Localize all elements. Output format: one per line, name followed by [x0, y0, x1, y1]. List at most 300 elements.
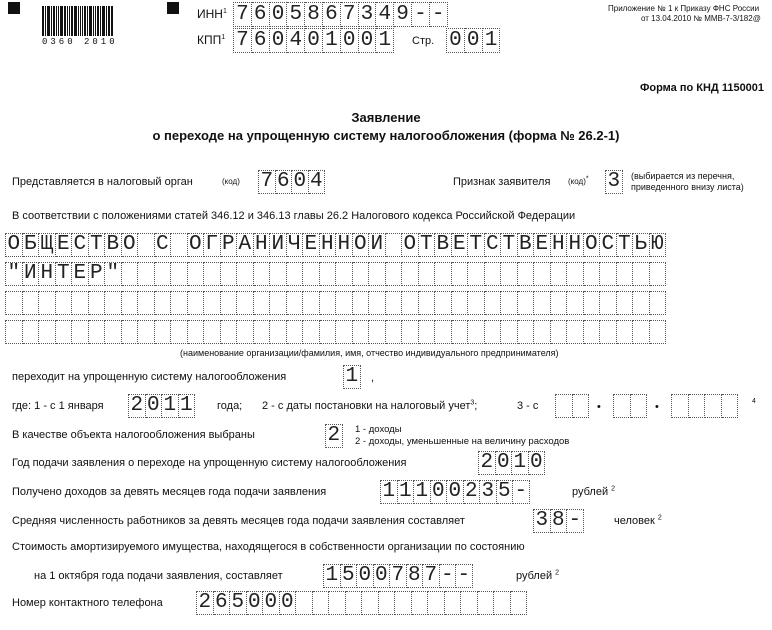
char-cell[interactable]: В — [435, 233, 452, 257]
char-cell[interactable]: 0 — [359, 28, 377, 53]
char-cell[interactable] — [452, 262, 469, 286]
property-label-line2: на 1 октября года подачи заявления, составляет — [34, 570, 283, 582]
org-name-row-4[interactable] — [5, 320, 666, 344]
char-cell[interactable] — [204, 262, 221, 286]
char-cell[interactable] — [584, 262, 601, 286]
char-cell[interactable]: О — [402, 233, 419, 257]
char-cell[interactable]: 1 — [343, 365, 361, 389]
char-cell[interactable]: 9 — [394, 2, 412, 27]
kpp-field[interactable] — [233, 28, 394, 52]
char-cell[interactable] — [237, 320, 254, 344]
char-cell[interactable]: 6 — [276, 170, 293, 194]
tax-authority-code-label: (код) — [222, 177, 240, 186]
char-cell[interactable]: Т — [419, 233, 436, 257]
char-cell[interactable] — [188, 291, 205, 315]
char-cell[interactable]: О — [188, 233, 205, 257]
char-cell[interactable]: Н — [320, 233, 337, 257]
char-cell[interactable]: 6 — [214, 591, 231, 615]
char-cell[interactable]: Е — [303, 233, 320, 257]
char-cell[interactable] — [584, 320, 601, 344]
char-cell[interactable]: - — [567, 509, 584, 533]
applicant-label: Признак заявителя — [453, 176, 551, 188]
char-cell[interactable]: Щ — [39, 233, 56, 257]
char-cell[interactable] — [23, 291, 40, 315]
char-cell[interactable] — [254, 262, 271, 286]
char-cell[interactable] — [468, 262, 485, 286]
char-cell[interactable]: 0 — [292, 170, 309, 194]
char-cell[interactable] — [534, 262, 551, 286]
char-cell[interactable] — [23, 320, 40, 344]
char-cell[interactable] — [551, 291, 568, 315]
char-cell[interactable]: 1 — [398, 480, 415, 504]
char-cell[interactable] — [329, 591, 346, 615]
char-cell[interactable]: О — [584, 233, 601, 257]
char-cell[interactable] — [89, 291, 106, 315]
char-cell[interactable]: Т — [56, 262, 73, 286]
employees-unit: человек $^2$ — [614, 514, 662, 527]
char-cell[interactable] — [138, 262, 155, 286]
char-cell[interactable]: 1 — [414, 480, 431, 504]
char-cell[interactable] — [567, 320, 584, 344]
char-cell[interactable]: 1 — [483, 28, 501, 53]
char-cell[interactable]: 0 — [374, 564, 391, 588]
char-cell[interactable]: И — [270, 233, 287, 257]
char-cell[interactable] — [518, 320, 535, 344]
char-cell[interactable]: С — [600, 233, 617, 257]
char-cell[interactable]: " — [5, 262, 23, 286]
char-cell[interactable] — [89, 320, 106, 344]
char-cell[interactable]: Р — [221, 233, 238, 257]
char-cell[interactable]: - — [430, 2, 448, 27]
char-cell[interactable] — [468, 320, 485, 344]
char-cell[interactable] — [671, 394, 689, 418]
char-cell[interactable] — [320, 262, 337, 286]
char-cell[interactable]: В — [105, 233, 122, 257]
inn-field[interactable] — [233, 2, 448, 26]
char-cell[interactable] — [452, 291, 469, 315]
char-cell[interactable] — [461, 591, 478, 615]
char-cell[interactable]: 6 — [323, 2, 341, 27]
org-name-row-2[interactable] — [5, 262, 666, 286]
char-cell[interactable]: Е — [56, 233, 73, 257]
transition-label: переходит на упрощенную систему налогообложения — [12, 371, 287, 383]
char-cell[interactable] — [313, 591, 330, 615]
application-year-label: Год подачи заявления о переходе на упрощенную систему налогообложения — [12, 457, 407, 469]
char-cell[interactable]: 0 — [446, 28, 465, 53]
char-cell[interactable]: - — [456, 564, 473, 588]
char-cell[interactable] — [501, 291, 518, 315]
char-cell[interactable]: 3 — [605, 170, 623, 194]
char-cell[interactable]: 7 — [233, 28, 252, 53]
char-cell[interactable]: О — [122, 233, 139, 257]
char-cell[interactable] — [138, 320, 155, 344]
char-cell[interactable] — [722, 394, 739, 418]
char-cell[interactable] — [379, 591, 396, 615]
char-cell[interactable] — [303, 262, 320, 286]
char-cell[interactable] — [617, 320, 634, 344]
char-cell[interactable]: 1 — [512, 451, 529, 475]
char-cell[interactable] — [296, 591, 313, 615]
char-cell[interactable]: 0 — [305, 28, 323, 53]
char-cell[interactable]: 5 — [287, 2, 305, 27]
char-cell[interactable] — [386, 262, 403, 286]
char-cell[interactable] — [138, 233, 155, 257]
org-name-row-3[interactable] — [5, 291, 666, 315]
char-cell[interactable]: Ч — [287, 233, 304, 257]
tax-object-code-field[interactable] — [325, 424, 343, 448]
char-cell[interactable]: 0 — [496, 451, 513, 475]
transition-code-field[interactable] — [343, 365, 361, 389]
char-cell[interactable]: 0 — [280, 591, 297, 615]
char-cell[interactable] — [353, 320, 370, 344]
char-cell[interactable] — [72, 291, 89, 315]
char-cell[interactable] — [485, 262, 502, 286]
char-cell[interactable] — [72, 320, 89, 344]
option3-day-field[interactable] — [555, 394, 589, 418]
char-cell[interactable] — [155, 320, 172, 344]
char-cell[interactable] — [617, 262, 634, 286]
char-cell[interactable] — [204, 291, 221, 315]
char-cell[interactable] — [386, 320, 403, 344]
char-cell[interactable] — [435, 291, 452, 315]
char-cell[interactable] — [221, 291, 238, 315]
char-cell[interactable] — [485, 320, 502, 344]
org-name-caption: (наименование организации/фамилия, имя, отчество индивидуального предпринимателя) — [180, 348, 559, 358]
char-cell[interactable] — [573, 394, 590, 418]
char-cell[interactable]: Р — [89, 262, 106, 286]
char-cell[interactable] — [237, 262, 254, 286]
char-cell[interactable] — [369, 291, 386, 315]
barcode — [42, 6, 114, 36]
char-cell[interactable] — [600, 262, 617, 286]
char-cell[interactable]: Т — [468, 233, 485, 257]
char-cell[interactable]: 6 — [252, 28, 270, 53]
char-cell[interactable] — [171, 262, 188, 286]
option3-year-field[interactable] — [671, 394, 738, 418]
char-cell[interactable]: 0 — [247, 591, 264, 615]
char-cell[interactable] — [270, 291, 287, 315]
char-cell[interactable]: 2 — [128, 394, 146, 418]
char-cell[interactable] — [689, 394, 706, 418]
char-cell[interactable]: 1 — [179, 394, 196, 418]
document-title: Заявление — [351, 110, 421, 125]
char-cell[interactable] — [254, 320, 271, 344]
employees-field[interactable] — [533, 509, 584, 533]
char-cell[interactable] — [320, 320, 337, 344]
char-cell[interactable]: - — [440, 564, 457, 588]
property-value-field[interactable] — [323, 564, 473, 588]
char-cell[interactable]: Т — [501, 233, 518, 257]
char-cell[interactable]: В — [518, 233, 535, 257]
char-cell[interactable]: 4 — [287, 28, 305, 53]
char-cell[interactable] — [188, 320, 205, 344]
char-cell[interactable] — [39, 291, 56, 315]
barcode-number: 0360 2010 — [42, 37, 118, 47]
char-cell[interactable] — [435, 262, 452, 286]
char-cell[interactable]: Ь — [633, 233, 650, 257]
char-cell[interactable]: Н — [254, 233, 271, 257]
char-cell[interactable]: 5 — [497, 480, 514, 504]
char-cell[interactable] — [617, 291, 634, 315]
option3-month-field[interactable] — [613, 394, 647, 418]
char-cell[interactable]: 0 — [357, 564, 374, 588]
char-cell[interactable] — [584, 291, 601, 315]
char-cell[interactable] — [518, 291, 535, 315]
char-cell[interactable] — [705, 394, 722, 418]
char-cell[interactable] — [402, 262, 419, 286]
char-cell[interactable] — [631, 394, 648, 418]
char-cell[interactable] — [402, 320, 419, 344]
char-cell[interactable] — [386, 291, 403, 315]
char-cell[interactable] — [633, 320, 650, 344]
char-cell[interactable]: 3 — [480, 480, 497, 504]
char-cell[interactable] — [287, 291, 304, 315]
char-cell[interactable]: 0 — [146, 394, 163, 418]
char-cell[interactable] — [171, 291, 188, 315]
char-cell[interactable]: 3 — [533, 509, 551, 533]
char-cell[interactable]: 7 — [258, 170, 276, 194]
char-cell[interactable] — [518, 262, 535, 286]
char-cell[interactable]: С — [72, 233, 89, 257]
phone-label: Номер контактного телефона — [12, 597, 163, 609]
char-cell[interactable]: 7 — [341, 2, 359, 27]
char-cell[interactable] — [5, 291, 23, 315]
applicant-code-label: (код)* — [568, 175, 589, 186]
char-cell[interactable] — [336, 291, 353, 315]
char-cell[interactable]: 1 — [162, 394, 179, 418]
char-cell[interactable]: - — [412, 2, 430, 27]
char-cell[interactable] — [478, 591, 495, 615]
char-cell[interactable]: Т — [89, 233, 106, 257]
char-cell[interactable] — [468, 291, 485, 315]
corner-marker-right — [167, 2, 179, 14]
char-cell[interactable]: Н — [39, 262, 56, 286]
char-cell[interactable] — [204, 320, 221, 344]
char-cell[interactable]: О — [353, 233, 370, 257]
char-cell[interactable] — [39, 320, 56, 344]
char-cell[interactable]: " — [105, 262, 122, 286]
char-cell[interactable] — [320, 291, 337, 315]
char-cell[interactable] — [171, 320, 188, 344]
order-reference-line1: Приложение № 1 к Приказу ФНС России — [608, 4, 760, 13]
char-cell[interactable] — [155, 262, 172, 286]
char-cell[interactable] — [494, 591, 511, 615]
page-number-field[interactable] — [446, 28, 500, 52]
char-cell[interactable]: 3 — [359, 2, 377, 27]
employees-label: Средняя численность работников за девять месяцев года подачи заявления составляет — [12, 515, 465, 527]
date-separator-2: • — [655, 401, 659, 413]
document-subtitle: о переходе на упрощенную систему налогообложения (форма № 26.2-1) — [152, 128, 620, 143]
char-cell[interactable] — [633, 291, 650, 315]
char-cell[interactable]: Г — [204, 233, 221, 257]
char-cell[interactable] — [122, 291, 139, 315]
char-cell[interactable] — [613, 394, 631, 418]
char-cell[interactable]: 0 — [529, 451, 546, 475]
char-cell[interactable] — [303, 291, 320, 315]
char-cell[interactable] — [501, 320, 518, 344]
char-cell[interactable] — [435, 320, 452, 344]
char-cell[interactable] — [600, 291, 617, 315]
char-cell[interactable]: 8 — [551, 509, 568, 533]
char-cell[interactable] — [428, 591, 445, 615]
char-cell[interactable] — [105, 291, 122, 315]
year-suffix: года; — [217, 400, 243, 412]
char-cell[interactable] — [188, 262, 205, 286]
char-cell[interactable]: 7 — [423, 564, 440, 588]
char-cell[interactable]: 0 — [447, 480, 464, 504]
application-year-field[interactable] — [478, 451, 545, 475]
char-cell[interactable] — [650, 320, 667, 344]
char-cell[interactable] — [303, 320, 320, 344]
phone-field[interactable] — [196, 591, 527, 615]
char-cell[interactable] — [56, 320, 73, 344]
char-cell[interactable]: С — [155, 233, 172, 257]
char-cell[interactable] — [336, 320, 353, 344]
char-cell[interactable] — [551, 320, 568, 344]
char-cell[interactable] — [501, 262, 518, 286]
char-cell[interactable] — [534, 320, 551, 344]
char-cell[interactable]: 8 — [305, 2, 323, 27]
char-cell[interactable] — [633, 262, 650, 286]
char-cell[interactable] — [419, 291, 436, 315]
kpp-label: КПП$^1$ — [197, 33, 226, 47]
char-cell[interactable] — [650, 262, 667, 286]
char-cell[interactable] — [254, 291, 271, 315]
char-cell[interactable] — [105, 320, 122, 344]
char-cell[interactable] — [395, 591, 412, 615]
char-cell[interactable]: Н — [567, 233, 584, 257]
char-cell[interactable]: 0 — [431, 480, 448, 504]
char-cell[interactable] — [419, 262, 436, 286]
page-label: Стр. — [412, 35, 435, 47]
char-cell[interactable] — [122, 320, 139, 344]
property-label-line1: Стоимость амортизируемого имущества, находящегося в собственности организации по состоянию — [12, 541, 525, 553]
char-cell[interactable]: 1 — [323, 564, 341, 588]
char-cell[interactable]: - — [513, 480, 530, 504]
char-cell[interactable]: 7 — [390, 564, 407, 588]
char-cell[interactable]: И — [23, 262, 40, 286]
char-cell[interactable] — [485, 291, 502, 315]
char-cell[interactable] — [567, 291, 584, 315]
char-cell[interactable] — [551, 262, 568, 286]
char-cell[interactable] — [650, 291, 667, 315]
char-cell[interactable] — [336, 262, 353, 286]
char-cell[interactable] — [270, 320, 287, 344]
option3-footnote: 4 — [752, 398, 756, 405]
char-cell[interactable]: 6 — [252, 2, 270, 27]
char-cell[interactable] — [362, 591, 379, 615]
order-reference-line2: от 13.04.2010 № ММВ-7-3/182@ — [641, 14, 761, 23]
char-cell[interactable]: 2 — [196, 591, 214, 615]
char-cell[interactable]: Ю — [650, 233, 667, 257]
char-cell[interactable] — [600, 320, 617, 344]
char-cell[interactable] — [287, 320, 304, 344]
char-cell[interactable] — [56, 291, 73, 315]
char-cell[interactable]: 0 — [341, 28, 359, 53]
char-cell[interactable] — [445, 591, 462, 615]
char-cell[interactable]: Е — [72, 262, 89, 286]
char-cell[interactable]: Й — [369, 233, 386, 257]
char-cell[interactable]: С — [485, 233, 502, 257]
tax-authority-code-field[interactable] — [258, 170, 325, 194]
char-cell[interactable] — [386, 233, 403, 257]
char-cell[interactable] — [221, 262, 238, 286]
char-cell[interactable]: Н — [551, 233, 568, 257]
char-cell[interactable] — [534, 291, 551, 315]
char-cell[interactable] — [270, 262, 287, 286]
char-cell[interactable] — [353, 262, 370, 286]
char-cell[interactable]: 2 — [464, 480, 481, 504]
char-cell[interactable] — [567, 262, 584, 286]
tax-object-label: В качестве объекта налогообложения выбраны — [12, 429, 255, 441]
corner-marker-left — [8, 2, 20, 14]
char-cell[interactable] — [155, 291, 172, 315]
char-cell[interactable]: 1 — [380, 480, 398, 504]
char-cell[interactable] — [419, 320, 436, 344]
char-cell[interactable]: Н — [336, 233, 353, 257]
char-cell[interactable]: 7 — [233, 2, 252, 27]
transition-year-field[interactable] — [128, 394, 195, 418]
char-cell[interactable] — [555, 394, 573, 418]
char-cell[interactable]: А — [237, 233, 254, 257]
char-cell[interactable]: 5 — [341, 564, 358, 588]
char-cell[interactable] — [171, 233, 188, 257]
char-cell[interactable]: Т — [617, 233, 634, 257]
char-cell[interactable]: 0 — [270, 2, 288, 27]
char-cell[interactable]: 5 — [230, 591, 247, 615]
char-cell[interactable]: 4 — [309, 170, 326, 194]
char-cell[interactable] — [412, 591, 429, 615]
char-cell[interactable]: 1 — [323, 28, 341, 53]
char-cell[interactable] — [402, 291, 419, 315]
char-cell[interactable] — [237, 291, 254, 315]
char-cell[interactable]: 0 — [263, 591, 280, 615]
org-name-row-1[interactable] — [5, 233, 666, 257]
char-cell[interactable] — [452, 320, 469, 344]
char-cell[interactable]: Е — [534, 233, 551, 257]
char-cell[interactable] — [287, 262, 304, 286]
option3-label: 3 - с — [517, 400, 539, 412]
char-cell[interactable]: 0 — [270, 28, 288, 53]
char-cell[interactable] — [5, 320, 23, 344]
char-cell[interactable]: 8 — [407, 564, 424, 588]
tax-object-option1: 1 - доходы — [355, 424, 402, 435]
date-separator-1: • — [597, 401, 601, 413]
income-unit: рублей $^2$ — [572, 485, 616, 498]
char-cell[interactable]: 1 — [376, 28, 394, 53]
char-cell[interactable]: 2 — [325, 424, 343, 448]
char-cell[interactable] — [221, 320, 238, 344]
char-cell[interactable] — [369, 262, 386, 286]
inn-label: ИНН$^1$ — [197, 7, 227, 21]
char-cell[interactable] — [369, 320, 386, 344]
option1-label: где: 1 - с 1 января — [12, 400, 104, 412]
char-cell[interactable]: Б — [23, 233, 40, 257]
char-cell[interactable]: 4 — [376, 2, 394, 27]
char-cell[interactable] — [138, 291, 155, 315]
applicant-note-line2: приведенного внизу листа) — [631, 182, 744, 192]
char-cell[interactable] — [122, 262, 139, 286]
char-cell[interactable]: Е — [452, 233, 469, 257]
char-cell[interactable] — [346, 591, 363, 615]
char-cell[interactable] — [353, 291, 370, 315]
char-cell[interactable]: 0 — [465, 28, 483, 53]
char-cell[interactable] — [511, 591, 528, 615]
char-cell[interactable]: 2 — [478, 451, 496, 475]
char-cell[interactable]: О — [5, 233, 23, 257]
applicant-code-field[interactable] — [605, 170, 623, 194]
income-field[interactable] — [380, 480, 530, 504]
